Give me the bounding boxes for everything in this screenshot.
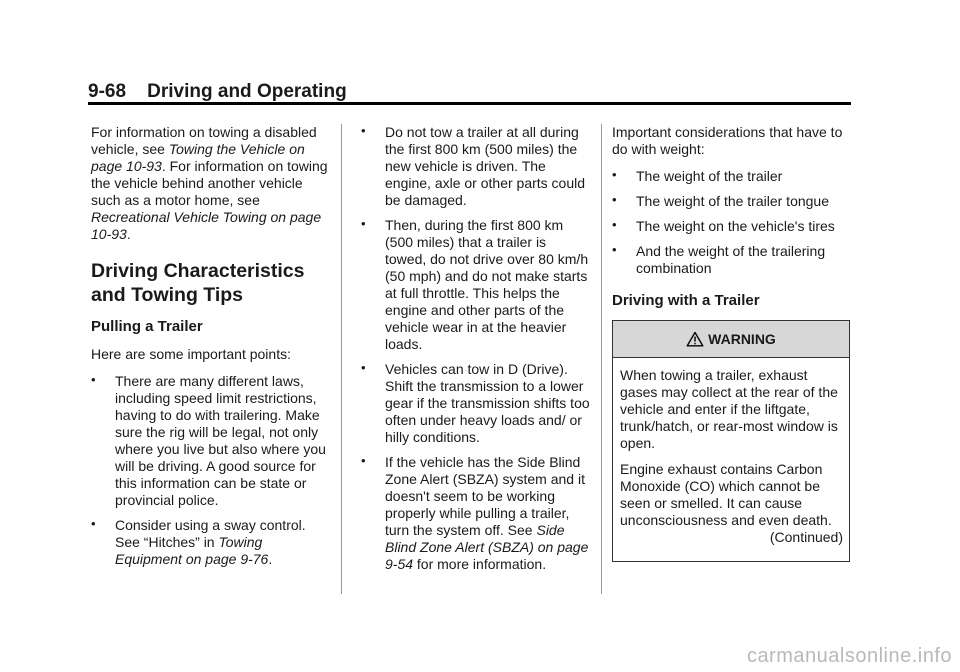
xref-sbza[interactable]: Side Blind Zone Alert (SBZA) on page 9-54 <box>385 522 589 572</box>
list-item-text: The weight on the vehicle's tires <box>636 218 835 234</box>
xref-towing-equipment[interactable]: Towing Equipment on page 9-76 <box>115 534 269 567</box>
intro-text-1: For information on towing a disabled vehicle, see <box>91 124 317 157</box>
bullet-icon: • <box>612 242 617 257</box>
list-item <box>612 193 852 210</box>
warning-paragraph-1: When towing a trailer, exhaust gases may collect at the rear of the vehicle and enter if the liftgate, trunk/hatch, or rear-most window is open. <box>620 367 838 451</box>
warning-triangle-icon <box>686 331 704 347</box>
bullet-list <box>361 124 591 573</box>
list-item-text: The weight of the trailer tongue <box>636 193 830 209</box>
bullet-icon: • <box>612 167 617 182</box>
list-item-text: Vehicles can tow in D (Drive). Shift the transmission to a lower gear if the transmission shifts too often under heavy loads and/ or hilly conditions. <box>385 361 590 445</box>
intro-text-3: . <box>126 226 131 242</box>
weight-lead-text: Important considerations that have to do with weight: <box>612 124 843 157</box>
section-heading: Driving Characteristics and Towing Tips <box>91 260 305 306</box>
continued-note: (Continued) <box>769 529 843 545</box>
list-item-text: If the vehicle has the Side Blind Zone Alert (SBZA) system and it doesn't seem to be working properly while pulling a trailer, turn the system off. See <box>385 454 585 538</box>
page-header <box>88 80 851 104</box>
xref-towing-vehicle[interactable]: Towing the Vehicle on page 10-93 <box>91 141 305 174</box>
bullet-icon: • <box>612 192 617 207</box>
lead-text: Here are some important points: <box>91 346 291 362</box>
header-rule <box>88 102 851 105</box>
column-divider-1 <box>341 124 342 594</box>
bullet-icon: • <box>361 123 366 138</box>
list-item <box>612 243 852 277</box>
weight-bullet-list <box>612 168 852 277</box>
header-title <box>88 80 851 104</box>
list-item <box>361 454 591 573</box>
list-item-text: And the weight of the trailering combination <box>636 243 826 276</box>
bullet-icon: • <box>361 453 366 468</box>
bullet-icon: • <box>91 372 96 387</box>
page-number: 9-68 <box>88 81 127 102</box>
column-divider-2 <box>601 124 602 594</box>
subheading-pulling-trailer: Pulling a Trailer <box>91 318 203 335</box>
intro-text-2: . For information on towing the vehicle behind another vehicle such as a motor home, see <box>91 158 328 208</box>
list-item-text: Consider using a sway control. See “Hitches” in <box>115 517 306 550</box>
column-2 <box>361 124 591 583</box>
watermark: carmanualsonline.info <box>746 645 952 667</box>
bullet-icon: • <box>361 360 366 375</box>
intro-paragraph <box>91 124 331 243</box>
warning-paragraph-2: Engine exhaust contains Carbon Monoxide (CO) which cannot be seen or smelled. It can cause unconsciousness and even death. <box>620 461 832 528</box>
bullet-list <box>91 373 331 568</box>
warning-body <box>613 358 849 561</box>
xref-recreational-towing[interactable]: Recreational Vehicle Towing on page 10-93 <box>91 209 322 242</box>
list-item <box>612 168 852 185</box>
warning-box <box>612 320 850 562</box>
warning-label: WARNING <box>708 330 776 347</box>
list-item-text: Do not tow a trailer at all during the first 800 km (500 miles) the new vehicle is driven. The engine, axle or other parts could be damaged. <box>385 124 586 208</box>
list-item <box>612 218 852 235</box>
list-item-text-end: . <box>268 551 273 567</box>
list-item <box>361 217 591 353</box>
list-item-text: There are many different laws, including speed limit restrictions, having to do with trailering. Make sure the rig will be legal, not only where you live but also where you will be driving. A good source for this information can be state or provincial police. <box>115 373 326 508</box>
list-item-text: Then, during the first 800 km (500 miles) that a trailer is towed, do not drive over 80 km/h (50 mph) and do not make starts at full throttle. This helps the engine and other parts of the vehicle wear in at the heavier loads. <box>385 217 589 352</box>
list-item <box>91 373 331 509</box>
list-item-text-end: for more information. <box>413 556 547 572</box>
subheading-driving-trailer: Driving with a Trailer <box>612 292 760 309</box>
list-item <box>91 517 331 568</box>
list-item <box>361 361 591 446</box>
column-1 <box>91 124 331 578</box>
list-item <box>361 124 591 209</box>
bullet-icon: • <box>91 516 96 531</box>
section-title: Driving and Operating <box>147 81 347 102</box>
bullet-icon: • <box>361 216 366 231</box>
column-3 <box>612 124 852 562</box>
bullet-icon: • <box>612 217 617 232</box>
warning-header <box>613 321 849 358</box>
list-item-text: The weight of the trailer <box>636 168 783 184</box>
